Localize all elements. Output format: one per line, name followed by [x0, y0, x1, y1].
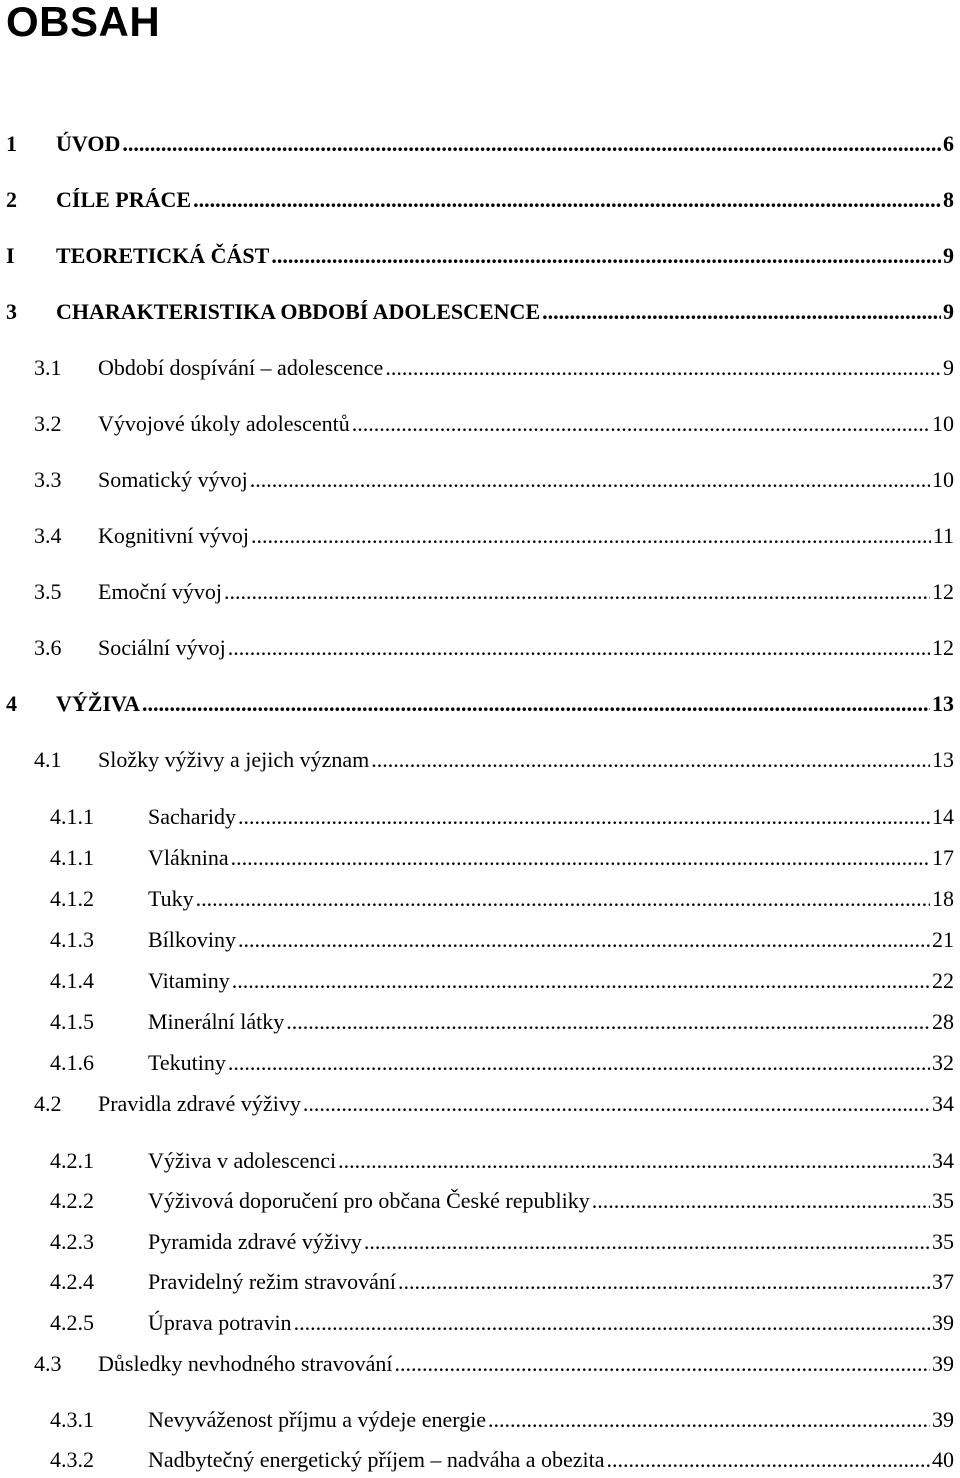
toc-entry-number: 4.2.5 [50, 1310, 94, 1335]
toc-entry-number: 3.4 [34, 523, 62, 548]
toc-entry-number: 4.2.2 [50, 1188, 94, 1213]
toc-entry-label: Výživa v adolescenci [148, 1148, 337, 1173]
toc-entry-label: CÍLE PRÁCE [56, 187, 192, 212]
toc-entry-label: Minerální látky [148, 1009, 285, 1034]
toc-leader-dots [364, 1228, 930, 1256]
toc-entry-label: Tekutiny [148, 1050, 226, 1075]
toc-entry-page: 12 [932, 579, 954, 604]
toc-leader-dots [294, 1309, 930, 1337]
toc-leader-dots [250, 466, 930, 494]
toc-entry-4-3[interactable] [34, 1350, 954, 1378]
toc-entry-number: 4.1 [34, 747, 62, 772]
toc-leader-dots [271, 242, 941, 270]
toc-entry-3-2[interactable] [34, 410, 954, 438]
toc-entry-4-1-1-vlaknina[interactable] [50, 844, 954, 872]
toc-entry-3-3[interactable] [34, 466, 954, 494]
toc-entry-label: ÚVOD [56, 131, 121, 156]
toc-entry-4-2-3[interactable] [50, 1228, 954, 1256]
toc-entry-number: 4.2.1 [50, 1148, 94, 1173]
toc-entry-label: Nevyváženost příjmu a výdeje energie [148, 1407, 487, 1432]
toc-entry-4-2-5[interactable] [50, 1309, 954, 1337]
toc-entry-page: 37 [932, 1269, 954, 1294]
toc-entry-vyziva[interactable] [6, 690, 954, 718]
toc-entry-page: 34 [932, 1148, 954, 1173]
toc-entry-page: 18 [932, 886, 954, 911]
toc-entry-label: Sacharidy [148, 804, 236, 829]
toc-entry-label: Sociální vývoj [98, 635, 226, 660]
toc-entry-page: 10 [932, 467, 954, 492]
toc-entry-label: Období dospívání – adolescence [98, 355, 384, 380]
toc-entry-number: 4.2.4 [50, 1269, 94, 1294]
toc-entry-page: 12 [932, 635, 954, 660]
toc-entry-page: 13 [932, 691, 954, 716]
toc-leader-dots [286, 1008, 930, 1036]
toc-entry-label: Výživová doporučení pro občana České republiky [148, 1188, 590, 1213]
toc-leader-dots [142, 690, 930, 718]
toc-entry-page: 9 [943, 243, 954, 268]
toc-entry-page: 39 [932, 1310, 954, 1335]
toc-entry-4-1-1-sacharidy[interactable] [50, 803, 954, 831]
toc-leader-dots [193, 186, 941, 214]
toc-leader-dots [228, 634, 930, 662]
toc-entry-4-1-2[interactable] [50, 885, 954, 913]
toc-entry-uvod[interactable] [6, 130, 954, 158]
toc-entry-page: 14 [932, 804, 954, 829]
toc-entry-label: Bílkoviny [148, 927, 237, 952]
toc-entry-number: 4 [6, 691, 17, 716]
toc-entry-label: Pyramida zdravé výživy [148, 1229, 362, 1254]
toc-entry-number: 4.3.1 [50, 1407, 94, 1432]
toc-entry-page: 28 [932, 1009, 954, 1034]
toc-entry-number: 4.3 [34, 1351, 62, 1376]
toc-entry-4-3-1[interactable] [50, 1406, 954, 1434]
toc-leader-dots [398, 1268, 930, 1296]
toc-entry-page: 9 [943, 355, 954, 380]
toc-leader-dots [338, 1147, 930, 1175]
toc-entry-label: Důsledky nevhodného stravování [98, 1351, 393, 1376]
toc-leader-dots [238, 926, 930, 954]
toc-entry-number: 3.1 [34, 355, 62, 380]
toc-leader-dots [231, 844, 930, 872]
toc-entry-3-1[interactable] [34, 354, 954, 382]
toc-entry-number: 3.2 [34, 411, 62, 436]
toc-entry-3-5[interactable] [34, 578, 954, 606]
toc-leader-dots [122, 130, 941, 158]
toc-entry-page: 8 [943, 187, 954, 212]
toc-entry-number: 4.1.3 [50, 927, 94, 952]
toc-entry-number: I [6, 243, 15, 268]
toc-entry-page: 11 [932, 523, 954, 548]
toc-entry-4-1-6[interactable] [50, 1049, 954, 1077]
toc-entry-4-1-4[interactable] [50, 967, 954, 995]
toc-leader-dots [232, 967, 930, 995]
toc-leader-dots [542, 298, 941, 326]
toc-entry-label: Vývojové úkoly adolescentů [98, 411, 350, 436]
toc-entry-number: 4.1.1 [50, 804, 94, 829]
toc-entry-number: 4.3.2 [50, 1447, 94, 1472]
toc-entry-page: 13 [932, 747, 954, 772]
toc-entry-label: VÝŽIVA [56, 691, 140, 716]
toc-entry-page: 39 [932, 1407, 954, 1432]
toc-leader-dots [371, 746, 930, 774]
toc-entry-label: Nadbytečný energetický příjem – nadváha a obezita [148, 1447, 605, 1472]
toc-entry-number: 4.1.6 [50, 1050, 94, 1075]
toc-leader-dots [228, 1049, 930, 1077]
toc-entry-page: 34 [932, 1091, 954, 1116]
page-title: OBSAH [6, 0, 161, 45]
toc-entry-label: Somatický vývoj [98, 467, 248, 492]
toc-entry-4-3-2[interactable] [50, 1446, 954, 1474]
toc-entry-page: 32 [932, 1050, 954, 1075]
toc-entry-label: TEORETICKÁ ČÁST [56, 243, 270, 268]
toc-entry-4-2-2[interactable] [50, 1187, 954, 1215]
toc-entry-number: 3.6 [34, 635, 62, 660]
toc-leader-dots [251, 522, 931, 550]
toc-entry-number: 4.2 [34, 1091, 62, 1116]
toc-entry-3-4[interactable] [34, 522, 954, 550]
toc-entry-number: 4.1.5 [50, 1009, 94, 1034]
toc-entry-page: 40 [932, 1447, 954, 1472]
toc-entry-4-1[interactable] [34, 746, 954, 774]
toc-entry-label: Pravidelný režim stravování [148, 1269, 397, 1294]
toc-entry-label: Pravidla zdravé výživy [98, 1091, 301, 1116]
toc-leader-dots [238, 803, 930, 831]
toc-entry-number: 4.2.3 [50, 1229, 94, 1254]
toc-entry-label: Úprava potravin [148, 1310, 292, 1335]
toc-entry-number: 4.1.1 [50, 845, 94, 870]
toc-entry-4-2-1[interactable] [50, 1147, 954, 1175]
toc-entry-number: 3.5 [34, 579, 62, 604]
toc-entry-3-6[interactable] [34, 634, 954, 662]
toc-entry-label: Vláknina [148, 845, 229, 870]
toc-entry-number: 4.1.4 [50, 968, 94, 993]
toc-entry-page: 35 [932, 1188, 954, 1213]
toc-entry-label: Emoční vývoj [98, 579, 223, 604]
toc-entry-label: Vitaminy [148, 968, 230, 993]
toc-entry-cile-prace[interactable] [6, 186, 954, 214]
toc-entry-page: 9 [943, 299, 954, 324]
toc-entry-page: 17 [932, 845, 954, 870]
toc-entry-number: 4.1.2 [50, 886, 94, 911]
toc-entry-page: 39 [932, 1351, 954, 1376]
toc-entry-4-2[interactable] [34, 1090, 954, 1118]
toc-entry-label: CHARAKTERISTIKA OBDOBÍ ADOLESCENCE [56, 299, 541, 324]
toc-entry-4-1-3[interactable] [50, 926, 954, 954]
toc-entry-number: 2 [6, 187, 17, 212]
toc-leader-dots [488, 1406, 930, 1434]
toc-entry-page: 35 [932, 1229, 954, 1254]
toc-entry-4-1-5[interactable] [50, 1008, 954, 1036]
toc-entry-teoreticka-cast[interactable] [6, 242, 954, 270]
toc-entry-label: Kognitivní vývoj [98, 523, 249, 548]
toc-entry-label: Tuky [148, 886, 194, 911]
toc-leader-dots [592, 1187, 930, 1215]
toc-leader-dots [385, 354, 941, 382]
toc-entry-page: 10 [932, 411, 954, 436]
toc-entry-page: 6 [943, 131, 954, 156]
toc-leader-dots [352, 410, 930, 438]
toc-leader-dots [196, 885, 930, 913]
toc-leader-dots [607, 1446, 930, 1474]
toc-entry-4-2-4[interactable] [50, 1268, 954, 1296]
toc-leader-dots [395, 1350, 931, 1378]
toc-entry-label: Složky výživy a jejich význam [98, 747, 370, 772]
toc-entry-number: 3 [6, 299, 17, 324]
toc-leader-dots [224, 578, 930, 606]
toc-leader-dots [303, 1090, 930, 1118]
toc-entry-number: 3.3 [34, 467, 62, 492]
toc-entry-page: 22 [932, 968, 954, 993]
toc-entry-page: 21 [932, 927, 954, 952]
toc-entry-charakteristika[interactable] [6, 298, 954, 326]
toc-entry-number: 1 [6, 131, 17, 156]
